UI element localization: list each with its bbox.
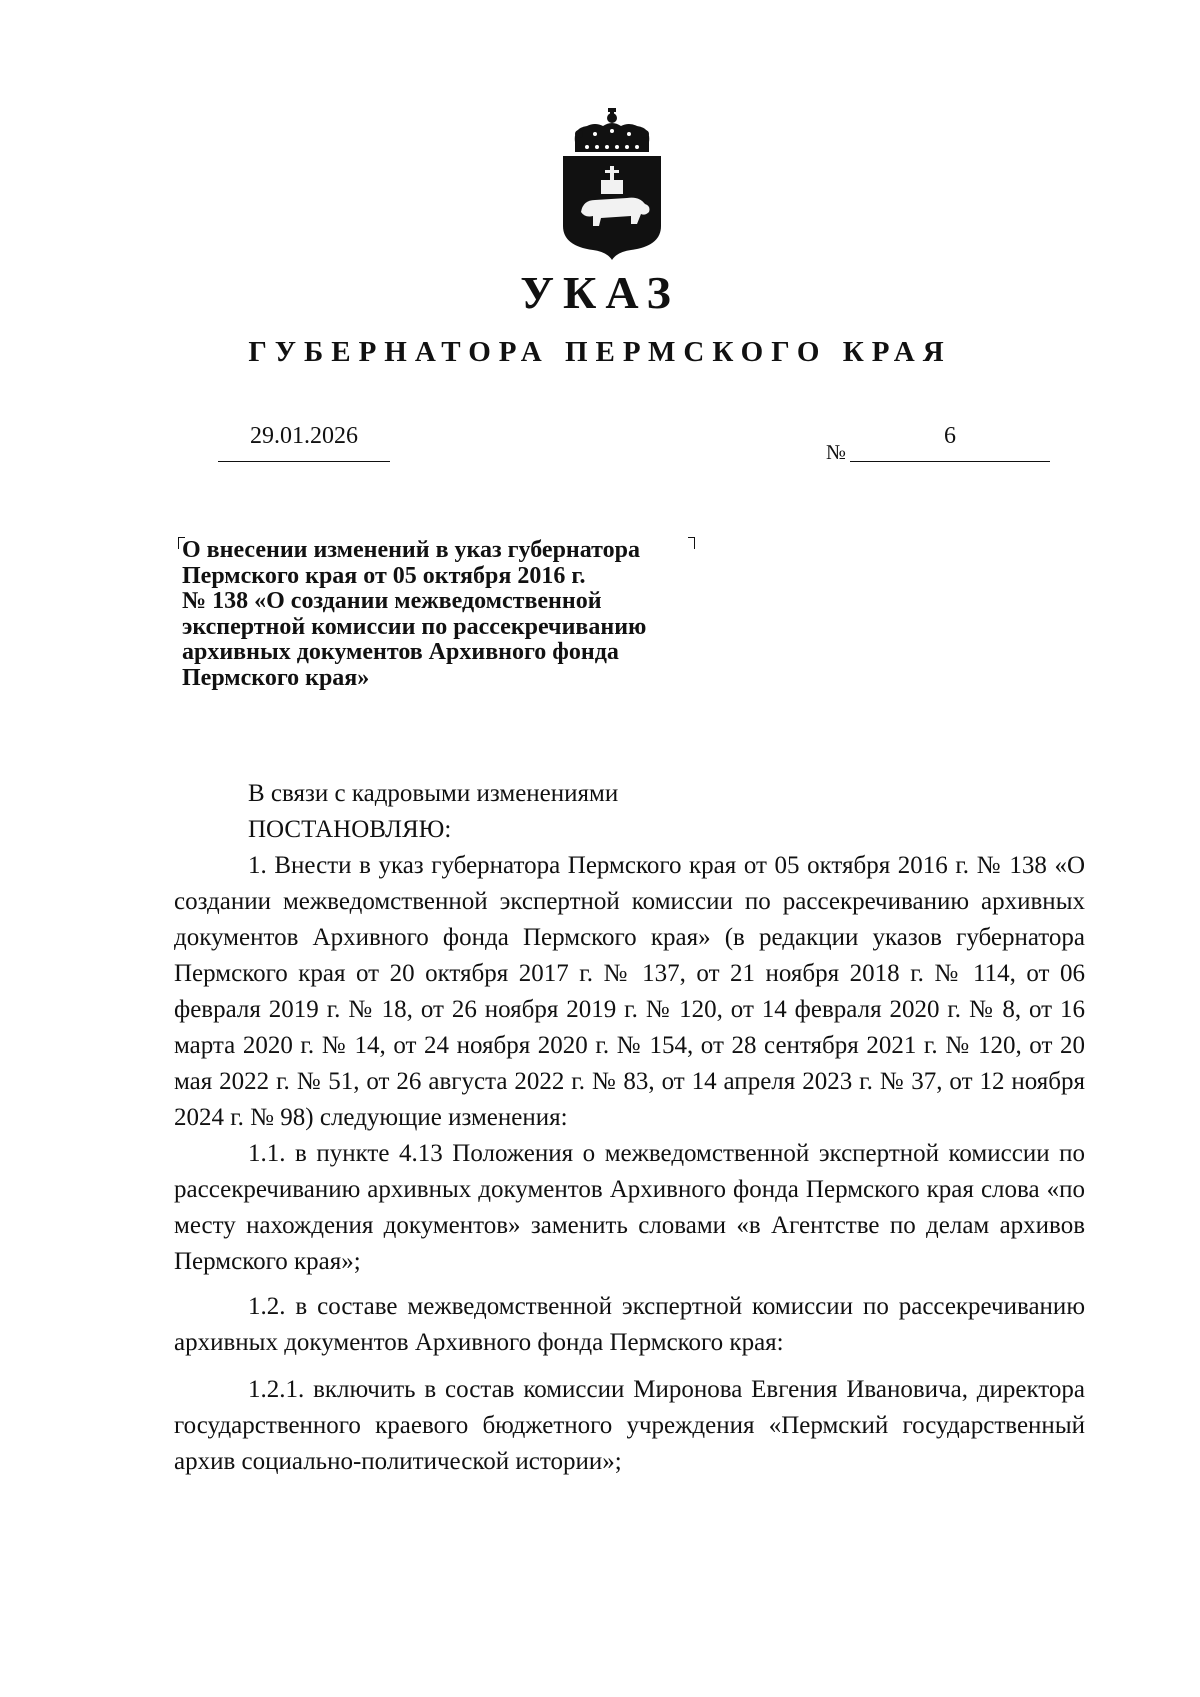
decree-title (182, 538, 742, 691)
paragraph-1-1: 1.1. в пункте 4.13 Положения о межведомственной экспертной комиссии по рассекречиванию архивных документов Архивного фонда Пермского края слова «по месту нахождения документов» заменить словами «в Агентстве по делам архивов Пермского края»; (174, 1140, 1085, 1275)
document-type-heading: УКАЗ (520, 267, 680, 318)
decree-word: ПОСТАНОВЛЯЮ: (248, 816, 452, 843)
preamble: В связи с кадровыми изменениями (248, 780, 619, 807)
number-underline (850, 461, 1050, 462)
decree-title-line: О внесении изменений в указ губернатора (182, 537, 640, 563)
decree-date: 29.01.2026 (250, 423, 358, 449)
paragraph-1-2: 1.2. в составе межведомственной экспертной комиссии по рассекречиванию архивных документов Архивного фонда Пермского края: (174, 1293, 1085, 1356)
perm-krai-coat-of-arms-icon (561, 108, 663, 260)
decree-title-line: Пермского края» (182, 664, 370, 691)
decree-title-line: № 138 «О создании межведомственной (182, 588, 602, 614)
number-sign: № (826, 440, 847, 464)
date-underline (218, 461, 390, 462)
decree-title-line: экспертной комиссии по рассекречиванию (182, 613, 647, 640)
decree-title-line: Пермского края от 05 октября 2016 г. (182, 562, 586, 589)
decree-number: 6 (944, 423, 956, 449)
paragraph-1-2-1: 1.2.1. включить в состав комиссии Миронова Евгения Ивановича, директора государственного краевого бюджетного учреждения «Пермский государственный архив социально-политической истории»; (174, 1376, 1085, 1475)
decree-title-line: архивных документов Архивного фонда (182, 639, 619, 665)
paragraph-1: 1. Внести в указ губернатора Пермского края от 05 октября 2016 г. № 138 «О создании межведомственной экспертной комиссии по рассекречиванию архивных документов Архивного фонда Пермского края» (в редакции указов губернатора Пермского края от 20 октября 2017 г. № 137, от 21 ноября 2018 г. № 114, от 06 февраля 2019 г. № 18, от 26 ноября 2019 г. № 120, от 14 февраля 2020 г. № 8, от 16 марта 2020 г. № 14, от 24 ноября 2020 г. № 154, от 28 сентября 2021 г. № 120, от 20 мая 2022 г. № 51, от 26 августа 2022 г. № 83, от 14 апреля 2023 г. № 37, от 12 ноября 2024 г. № 98) следующие изменения: (174, 852, 1085, 1131)
issuer-heading: ГУБЕРНАТОРА ПЕРМСКОГО КРАЯ (248, 336, 952, 368)
decree-body (174, 776, 1085, 1480)
